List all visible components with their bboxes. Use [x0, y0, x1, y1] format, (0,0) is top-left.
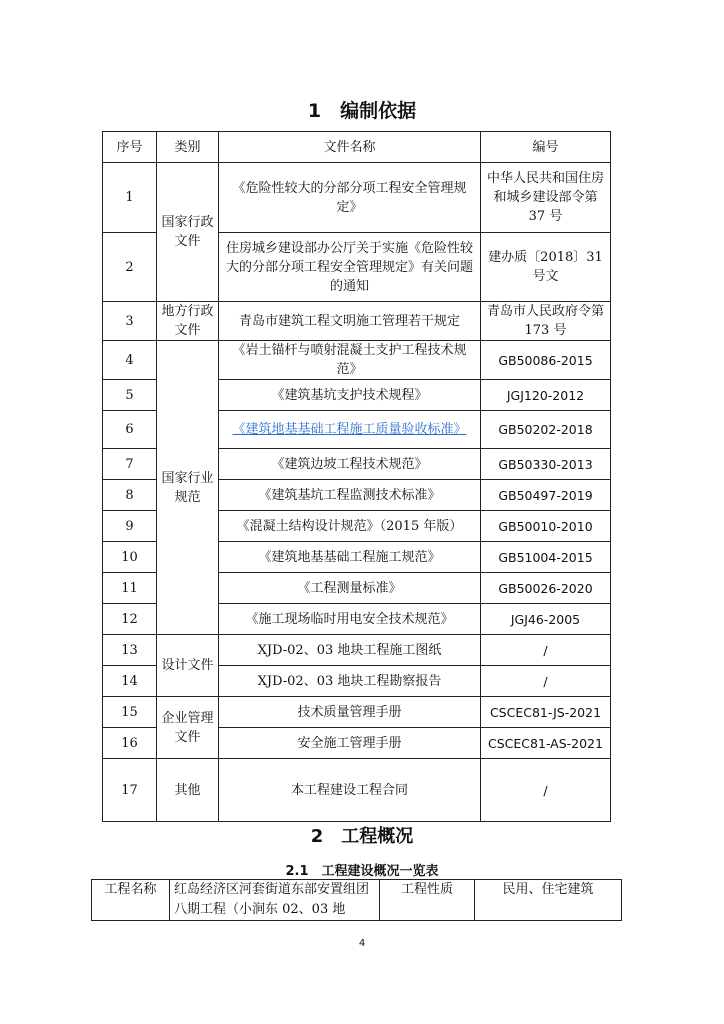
row-code: /	[481, 759, 611, 822]
section-title-basis: 1 编制依据	[307, 100, 417, 122]
row-code: GB50010-2010	[481, 511, 611, 542]
row-no: 12	[103, 604, 157, 635]
row-file-name: 安全施工管理手册	[219, 728, 481, 759]
row-no: 2	[103, 233, 157, 302]
row-code: GB50497-2019	[481, 480, 611, 511]
row-code: GB50026-2020	[481, 573, 611, 604]
row-no: 10	[103, 542, 157, 573]
row-no: 9	[103, 511, 157, 542]
label-project-name: 工程名称	[92, 880, 170, 921]
row-code: CSCEC81-JS-2021	[481, 697, 611, 728]
row-no: 15	[103, 697, 157, 728]
row-file-name: 《建筑地基基础工程施工规范》	[219, 542, 481, 573]
table-row	[103, 635, 611, 666]
row-code: GB50086-2015	[481, 341, 611, 380]
row-code: /	[481, 635, 611, 666]
table-row	[103, 302, 611, 341]
overview-table	[91, 879, 622, 921]
row-code: GB51004-2015	[481, 542, 611, 573]
row-file-name: 《岩土锚杆与喷射混凝土支护工程技术规范》	[219, 341, 481, 380]
row-file-name: 本工程建设工程合同	[219, 759, 481, 822]
row-no: 14	[103, 666, 157, 697]
row-file-name: 《混凝土结构设计规范》（2015 年版）	[219, 511, 481, 542]
table-row	[103, 697, 611, 728]
row-no: 8	[103, 480, 157, 511]
row-file-name: 《建筑边坡工程技术规范》	[219, 449, 481, 480]
row-file-name: 住房城乡建设部办公厅关于实施《危险性较大的分部分项工程安全管理规定》有关问题的通知	[219, 233, 481, 302]
row-file-name: 《建筑基坑支护技术规程》	[219, 380, 481, 411]
category-cell: 国家行政文件	[157, 163, 219, 302]
section-title-overview: 2 工程概况	[310, 826, 414, 847]
header-no: 序号	[103, 132, 157, 163]
table-row	[103, 341, 611, 380]
row-code: GB50202-2018	[481, 411, 611, 449]
row-code: 中华人民共和国住房和城乡建设部令第 37 号	[481, 163, 611, 233]
row-file-name: 《建筑基坑工程监测技术标准》	[219, 480, 481, 511]
row-code: GB50330-2013	[481, 449, 611, 480]
row-no: 1	[103, 163, 157, 233]
row-no: 13	[103, 635, 157, 666]
standard-link[interactable]: 《建筑地基基础工程施工质量验收标准》	[232, 422, 467, 437]
table-row	[92, 880, 622, 921]
header-category: 类别	[157, 132, 219, 163]
category-cell: 国家行业规范	[157, 341, 219, 635]
row-no: 17	[103, 759, 157, 822]
row-file-name: XJD-02、03 地块工程施工图纸	[219, 635, 481, 666]
category-cell: 地方行政文件	[157, 302, 219, 341]
table-header-row	[103, 132, 611, 163]
row-code: 青岛市人民政府令第 173 号	[481, 302, 611, 341]
row-file-name: 《施工现场临时用电安全技术规范》	[219, 604, 481, 635]
value-project-nature: 民用、住宅建筑	[475, 880, 622, 921]
row-file-name	[219, 411, 481, 449]
row-no: 5	[103, 380, 157, 411]
row-file-name: 青岛市建筑工程文明施工管理若干规定	[219, 302, 481, 341]
category-cell: 设计文件	[157, 635, 219, 697]
row-code: JGJ46-2005	[481, 604, 611, 635]
header-file-name: 文件名称	[219, 132, 481, 163]
row-code: CSCEC81-AS-2021	[481, 728, 611, 759]
basis-table	[102, 131, 611, 822]
category-cell: 其他	[157, 759, 219, 822]
row-no: 4	[103, 341, 157, 380]
row-file-name: 《工程测量标准》	[219, 573, 481, 604]
row-no: 16	[103, 728, 157, 759]
category-cell: 企业管理文件	[157, 697, 219, 759]
header-code: 编号	[481, 132, 611, 163]
row-file-name: XJD-02、03 地块工程勘察报告	[219, 666, 481, 697]
row-no: 6	[103, 411, 157, 449]
row-code: JGJ120-2012	[481, 380, 611, 411]
row-file-name: 技术质量管理手册	[219, 697, 481, 728]
table-row	[103, 759, 611, 822]
table-row	[103, 163, 611, 233]
row-code: 建办质〔2018〕31 号文	[481, 233, 611, 302]
page-number: 4	[358, 938, 366, 949]
row-no: 7	[103, 449, 157, 480]
label-project-nature: 工程性质	[380, 880, 475, 921]
row-no: 3	[103, 302, 157, 341]
row-file-name: 《危险性较大的分部分项工程安全管理规定》	[219, 163, 481, 233]
subsection-title: 2.1 工程建设概况一览表	[285, 864, 439, 879]
value-project-name: 红岛经济区河套街道东部安置组团八期工程（小涧东 02、03 地	[170, 880, 380, 921]
row-code: /	[481, 666, 611, 697]
row-no: 11	[103, 573, 157, 604]
